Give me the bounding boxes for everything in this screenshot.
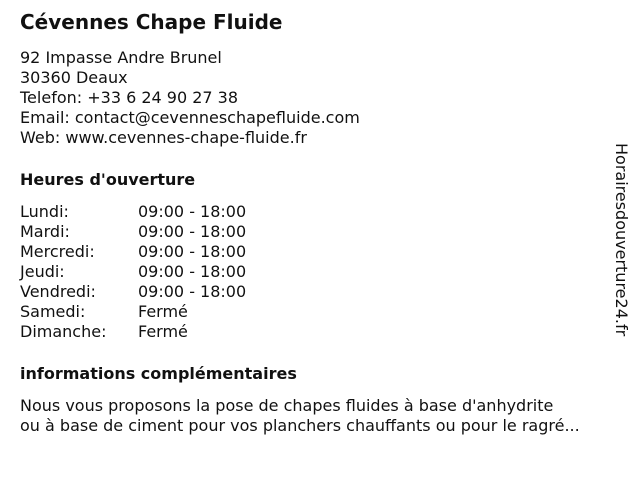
phone-line: Telefon: +33 6 24 90 27 38 — [20, 88, 239, 107]
day-hours: Fermé — [138, 302, 188, 321]
day-hours: 09:00 - 18:00 — [138, 242, 247, 261]
info-title: informations complémentaires — [20, 364, 297, 383]
day-label: Dimanche: — [20, 322, 107, 341]
day-label: Jeudi: — [20, 262, 65, 281]
hours-row — [20, 282, 610, 302]
day-label: Mardi: — [20, 222, 70, 241]
hours-title: Heures d'ouverture — [20, 170, 196, 189]
hours-row — [20, 262, 610, 282]
hours-row — [20, 222, 610, 242]
info-line-1: Nous vous proposons la pose de chapes fluides à base d'anhydrite — [20, 396, 554, 415]
business-card — [20, 8, 610, 436]
address-line-1: 92 Impasse Andre Brunel — [20, 48, 222, 67]
web-line: Web: www.cevennes-chape-fluide.fr — [20, 128, 307, 147]
watermark-text: Horairesdouverture24.fr — [612, 143, 631, 337]
watermark — [610, 135, 632, 345]
day-label: Lundi: — [20, 202, 69, 221]
day-label: Samedi: — [20, 302, 86, 321]
hours-row — [20, 242, 610, 262]
hours-row — [20, 322, 610, 342]
day-hours: 09:00 - 18:00 — [138, 202, 247, 221]
day-hours: 09:00 - 18:00 — [138, 282, 247, 301]
business-name: Cévennes Chape Fluide — [20, 10, 283, 34]
day-label: Mercredi: — [20, 242, 95, 261]
info-line-2: ou à base de ciment pour vos planchers chauffants ou pour le ragré... — [20, 416, 580, 435]
day-hours: 09:00 - 18:00 — [138, 222, 247, 241]
hours-row — [20, 202, 610, 222]
hours-row — [20, 302, 610, 322]
email-line: Email: contact@cevenneschapefluide.com — [20, 108, 360, 127]
day-hours: 09:00 - 18:00 — [138, 262, 247, 281]
day-hours: Fermé — [138, 322, 188, 341]
address-line-2: 30360 Deaux — [20, 68, 128, 87]
day-label: Vendredi: — [20, 282, 96, 301]
